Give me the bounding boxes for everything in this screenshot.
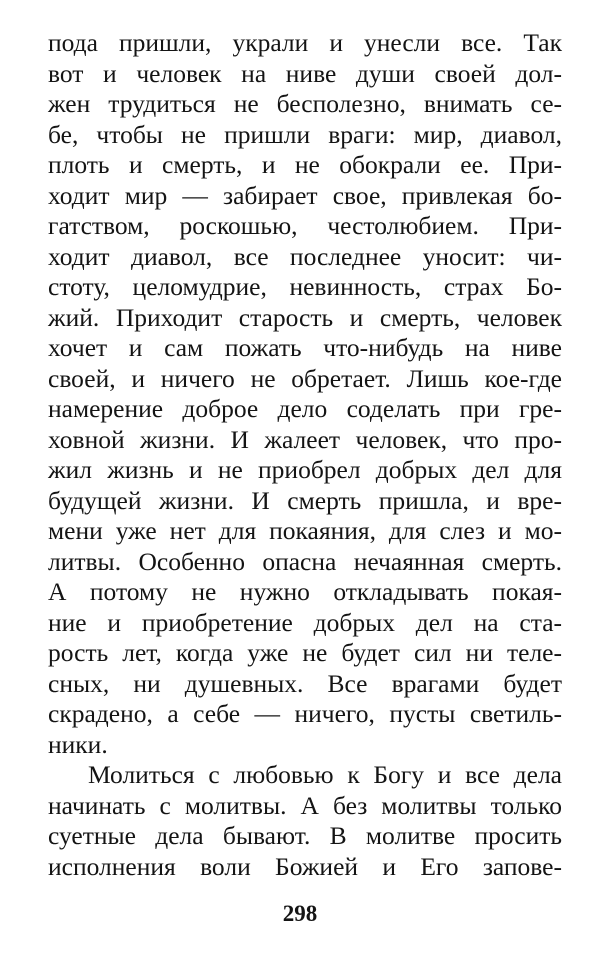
- text-line: жен трудиться не бесполезно, внимать се-: [48, 89, 562, 118]
- text-line: жий. Приходит старость и смерть, человек: [48, 302, 562, 332]
- text-line: исполнения воли Божией и Его запове-: [48, 851, 562, 881]
- text-line: плоть и смерть, и не обокрали ее. При-: [48, 150, 562, 179]
- text-line: вот и человек на ниве души своей дол-: [48, 58, 562, 88]
- text-line: скрадено, а себе — ничего, пусты светиль-: [48, 699, 562, 728]
- text-line: сных, ни душевных. Все врагами будет: [48, 668, 562, 698]
- text-line: намерение доброе дело соделать при гре-: [48, 394, 562, 423]
- text-line: мени уже нет для покаяния, для слез и мо-: [48, 516, 562, 545]
- text-line: ходит мир — забирает свое, привлекая бо-: [48, 180, 562, 210]
- text-line: будущей жизни. И смерть пришла, и вре-: [48, 485, 562, 515]
- text-line: жил жизнь и не приобрел добрых дел для: [48, 455, 562, 484]
- paragraph-last-line: ники.: [48, 729, 108, 759]
- text-line: А потому не нужно откладывать покая-: [48, 577, 562, 606]
- text-line: гатством, роскошью, честолюбием. При-: [48, 211, 562, 240]
- text-line: стоту, целомудрие, невинность, страх Бо-: [48, 272, 562, 301]
- text-line: хочет и сам пожать что-нибудь на ниве: [48, 333, 562, 362]
- text-line: ховной жизни. И жалеет человек, что про-: [48, 424, 562, 454]
- body-text: [48, 28, 562, 882]
- text-line: своей, и ничего не обретает. Лишь кое-где: [48, 363, 562, 393]
- text-line: рость лет, когда уже не будет сил ни теле-: [48, 638, 562, 667]
- page-number: 298: [282, 901, 318, 926]
- text-line: ние и приобретение добрых дел на ста-: [48, 607, 562, 637]
- text-line: бе, чтобы не пришли враги: мир, диавол,: [48, 119, 562, 149]
- text-line: суетные дела бывают. В молитве просить: [48, 821, 562, 850]
- text-line: пода пришли, украли и унесли все. Так: [48, 28, 562, 57]
- text-line: литвы. Особенно опасна нечаянная смерть.: [48, 546, 562, 576]
- paragraph-first-line: Молиться с любовью к Богу и все дела: [88, 760, 562, 789]
- text-line: начинать с молитвы. А без молитвы только: [48, 790, 562, 820]
- text-line: ходит диавол, все последнее уносит: чи-: [48, 241, 562, 271]
